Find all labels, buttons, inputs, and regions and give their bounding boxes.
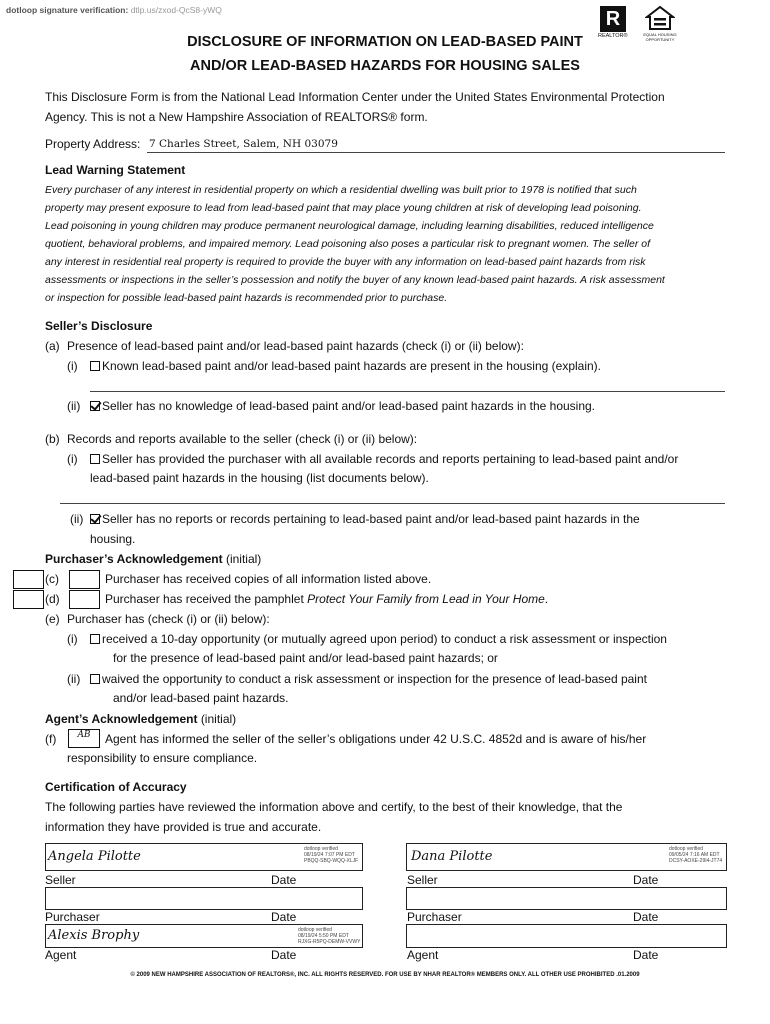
checkbox-no-knowledge[interactable] (90, 401, 100, 411)
seller-2-signature-field[interactable] (406, 843, 727, 871)
list-documents-underline (60, 503, 725, 504)
initial-box-d-1[interactable] (13, 590, 44, 609)
agent-f-text1: Agent has informed the seller of the seller’s obligations under 42 U.S.C. 4852d and is aware of his/her (105, 732, 647, 746)
intro-line-2: Agency. This is not a New Hampshire Association of REALTORS® form. (45, 110, 428, 124)
purchaser-ack-heading-note: (initial) (225, 552, 262, 566)
initial-box-c-2[interactable] (69, 570, 100, 589)
disclosure-a-text: Presence of lead-based paint and/or lead-based paint hazards (check (i) or (ii) below): (67, 339, 524, 353)
sellers-disclosure-heading: Seller’s Disclosure (45, 319, 153, 333)
disclosure-b-i-text1: Seller has provided the purchaser with all available records and reports pertaining to lead-based paint and/or (102, 452, 679, 466)
property-address-value[interactable]: 7 Charles Street, Salem, NH 03079 (149, 138, 338, 150)
seller-2-label: Seller (407, 873, 438, 887)
agent-1-dotloop-stamp: dotloop verified 08/19/24 5:50 PM EDT RJXG-R5PQ-DEMW-VVWY (298, 927, 361, 945)
explain-underline (90, 391, 725, 392)
agent-f-text2: responsibility to ensure compliance. (67, 751, 258, 765)
disclosure-a-ii-text: Seller has no knowledge of lead-based paint and/or lead-based paint hazards in the housing. (102, 399, 596, 413)
intro-line-1: This Disclosure Form is from the National Lead Information Center under the United States Environmental Protection (45, 90, 665, 104)
purchaser-ack-heading-row (45, 552, 261, 567)
disclosure-b-ii-row (90, 512, 640, 527)
certification-line-2: information they have provided is true and accurate. (45, 820, 322, 834)
agent-1-date-label: Date (271, 948, 297, 962)
seller-1-signature: Angela Pilotte (48, 849, 141, 864)
disclosure-b-ii-text1: Seller has no reports or records pertaining to lead-based paint and/or lead-based paint hazards in the (102, 512, 640, 526)
seller-1-signature-field[interactable] (45, 843, 363, 871)
seller-1-dotloop-stamp: dotloop verified 08/19/24 7:07 PM EDT PBQQ-SBQ-WQQ-XLJF (304, 846, 359, 864)
initial-box-c-1[interactable] (13, 570, 44, 589)
agent-2-signature-field[interactable] (406, 924, 727, 948)
verification-link[interactable]: dtlp.us/zxod-QcS8-yWQ (130, 5, 222, 15)
agent-1-label: Agent (45, 948, 77, 962)
agent-ack-heading-note: (initial) (200, 712, 237, 726)
disclosure-a-i-row (90, 359, 601, 374)
footer-copyright: © 2009 NEW HAMPSHIRE ASSOCIATION OF REALTORS®, INC. ALL RIGHTS RESERVED. FOR USE BY NHAR REALTOR® MEMBERS ONLY. ALL OTHER USE PROHIBITED .01.2009 (130, 972, 640, 978)
lead-warning-line: Lead poisoning in young children may produce permanent neurological damage, including learning disabilities, reduced intelligence (45, 220, 654, 232)
disclosure-a-i-label: (i) (67, 359, 78, 373)
purchaser-e-i-label: (i) (67, 632, 78, 646)
checkbox-no-records[interactable] (90, 514, 100, 524)
purchaser-2-label: Purchaser (407, 910, 462, 924)
disclosure-b-i-row (90, 452, 678, 467)
agent-ack-heading: Agent’s Acknowledgement (45, 712, 198, 726)
checkbox-waived-opportunity[interactable] (90, 674, 100, 684)
verification-line (6, 3, 222, 18)
purchaser-e-label: (e) (45, 612, 60, 626)
realtor-logo-label: REALTOR® (598, 33, 628, 39)
seller-2-dotloop-stamp: dotloop verified 09/05/24 7:16 AM EDT DCSY-AOXE-29I4-JT74 (669, 846, 723, 864)
lead-warning-line: quotient, behavioral problems, and impaired memory. Lead poisoning also poses a particular risk to pregnant women. The seller of (45, 238, 651, 250)
certification-heading: Certification of Accuracy (45, 780, 187, 794)
seller-1-label: Seller (45, 873, 76, 887)
certification-line-1: The following parties have reviewed the information above and certify, to the best of their knowledge, that the (45, 800, 623, 814)
lead-warning-line: property may present exposure to lead from lead-based paint that may place young children at risk of developing lead poisoning. (45, 202, 642, 214)
lead-warning-body (45, 181, 665, 307)
disclosure-b-text: Records and reports available to the seller (check (i) or (ii) below): (67, 432, 418, 446)
purchaser-e-ii-text1: waived the opportunity to conduct a risk assessment or inspection for the presence of lead-based paint (102, 672, 647, 686)
lead-warning-line: or inspection for possible lead-based paint hazards is recommended prior to purchase. (45, 292, 448, 304)
agent-1-signature-field[interactable] (45, 924, 363, 948)
verification-label: dotloop signature verification: (6, 5, 129, 15)
disclosure-b-i-label: (i) (67, 452, 78, 466)
seller-2-date-label: Date (633, 873, 659, 887)
purchaser-e-i-text2: for the presence of lead-based paint and/or lead-based paint hazards; or (113, 651, 498, 665)
purchaser-e-i-text1: received a 10-day opportunity (or mutually agreed upon period) to conduct a risk assessment or inspection (102, 632, 667, 646)
purchaser-ack-heading: Purchaser’s Acknowledgement (45, 552, 223, 566)
lead-warning-line: any interest in residential real property is required to provide the buyer with any information on lead-based paint hazards from risk (45, 256, 646, 268)
title-line-2: AND/OR LEAD-BASED HAZARDS FOR HOUSING SALES (190, 58, 580, 74)
purchaser-2-signature-field[interactable] (406, 887, 727, 910)
initial-box-d-2[interactable] (69, 590, 100, 609)
equal-housing-icon (645, 5, 675, 31)
agent-1-signature: Alexis Brophy (48, 928, 140, 943)
disclosure-a-ii-row (90, 399, 595, 414)
agent-f-label: (f) (45, 732, 57, 746)
page-title (0, 32, 770, 76)
property-address-underline (147, 152, 725, 153)
realtor-logo-icon: R (600, 6, 626, 32)
lead-warning-heading: Lead Warning Statement (45, 163, 186, 177)
disclosure-b-label: (b) (45, 432, 60, 446)
purchaser-e-i-row (90, 632, 667, 647)
pamphlet-title: Protect Your Family from Lead in Your Home (307, 592, 545, 606)
agent-2-label: Agent (407, 948, 439, 962)
disclosure-b-ii-text2: housing. (90, 532, 136, 546)
seller-2-signature: Dana Pilotte (411, 849, 493, 864)
purchaser-e-ii-row (90, 672, 647, 687)
checkbox-records-provided[interactable] (90, 454, 100, 464)
purchaser-1-signature-field[interactable] (45, 887, 363, 910)
checkbox-known-lead-paint[interactable] (90, 361, 100, 371)
disclosure-a-ii-label: (ii) (67, 399, 81, 413)
agent-ack-heading-row (45, 712, 236, 727)
checkbox-10-day-opportunity[interactable] (90, 634, 100, 644)
disclosure-b-ii-label: (ii) (70, 512, 84, 526)
title-line-1: DISCLOSURE OF INFORMATION ON LEAD-BASED PAINT (187, 34, 583, 50)
property-address-label: Property Address: (45, 137, 141, 151)
purchaser-e-ii-text2: and/or lead-based paint hazards. (113, 691, 289, 705)
purchaser-2-date-label: Date (633, 910, 659, 924)
disclosure-a-label: (a) (45, 339, 60, 353)
purchaser-e-ii-label: (ii) (67, 672, 81, 686)
purchaser-e-text: Purchaser has (check (i) or (ii) below): (67, 612, 270, 626)
disclosure-b-i-text2: lead-based paint hazards in the housing (list documents below). (90, 471, 429, 485)
agent-initials: AB (77, 730, 91, 740)
purchaser-d-label: (d) (45, 592, 60, 606)
purchaser-c-text: Purchaser has received copies of all information listed above. (105, 572, 432, 586)
agent-2-date-label: Date (633, 948, 659, 962)
seller-1-date-label: Date (271, 873, 297, 887)
disclosure-a-i-text: Known lead-based paint and/or lead-based paint hazards are present in the housing (explain). (102, 359, 601, 373)
equal-housing-label: EQUAL HOUSING OPPORTUNITY (643, 32, 677, 42)
agent-initial-box[interactable] (68, 729, 100, 748)
purchaser-1-date-label: Date (271, 910, 297, 924)
purchaser-d-row (105, 592, 548, 607)
lead-warning-line: Every purchaser of any interest in residential property on which a residential dwelling was built prior to 1978 is notified that such (45, 184, 637, 196)
lead-warning-line: assessments or inspections in the seller’s possession and notify the buyer of any known lead-based paint hazards. A risk assessment (45, 274, 665, 286)
purchaser-1-label: Purchaser (45, 910, 100, 924)
purchaser-d-text-pre: Purchaser has received the pamphlet (105, 592, 308, 606)
purchaser-c-label: (c) (45, 572, 59, 586)
purchaser-d-text-post: . (544, 592, 549, 606)
